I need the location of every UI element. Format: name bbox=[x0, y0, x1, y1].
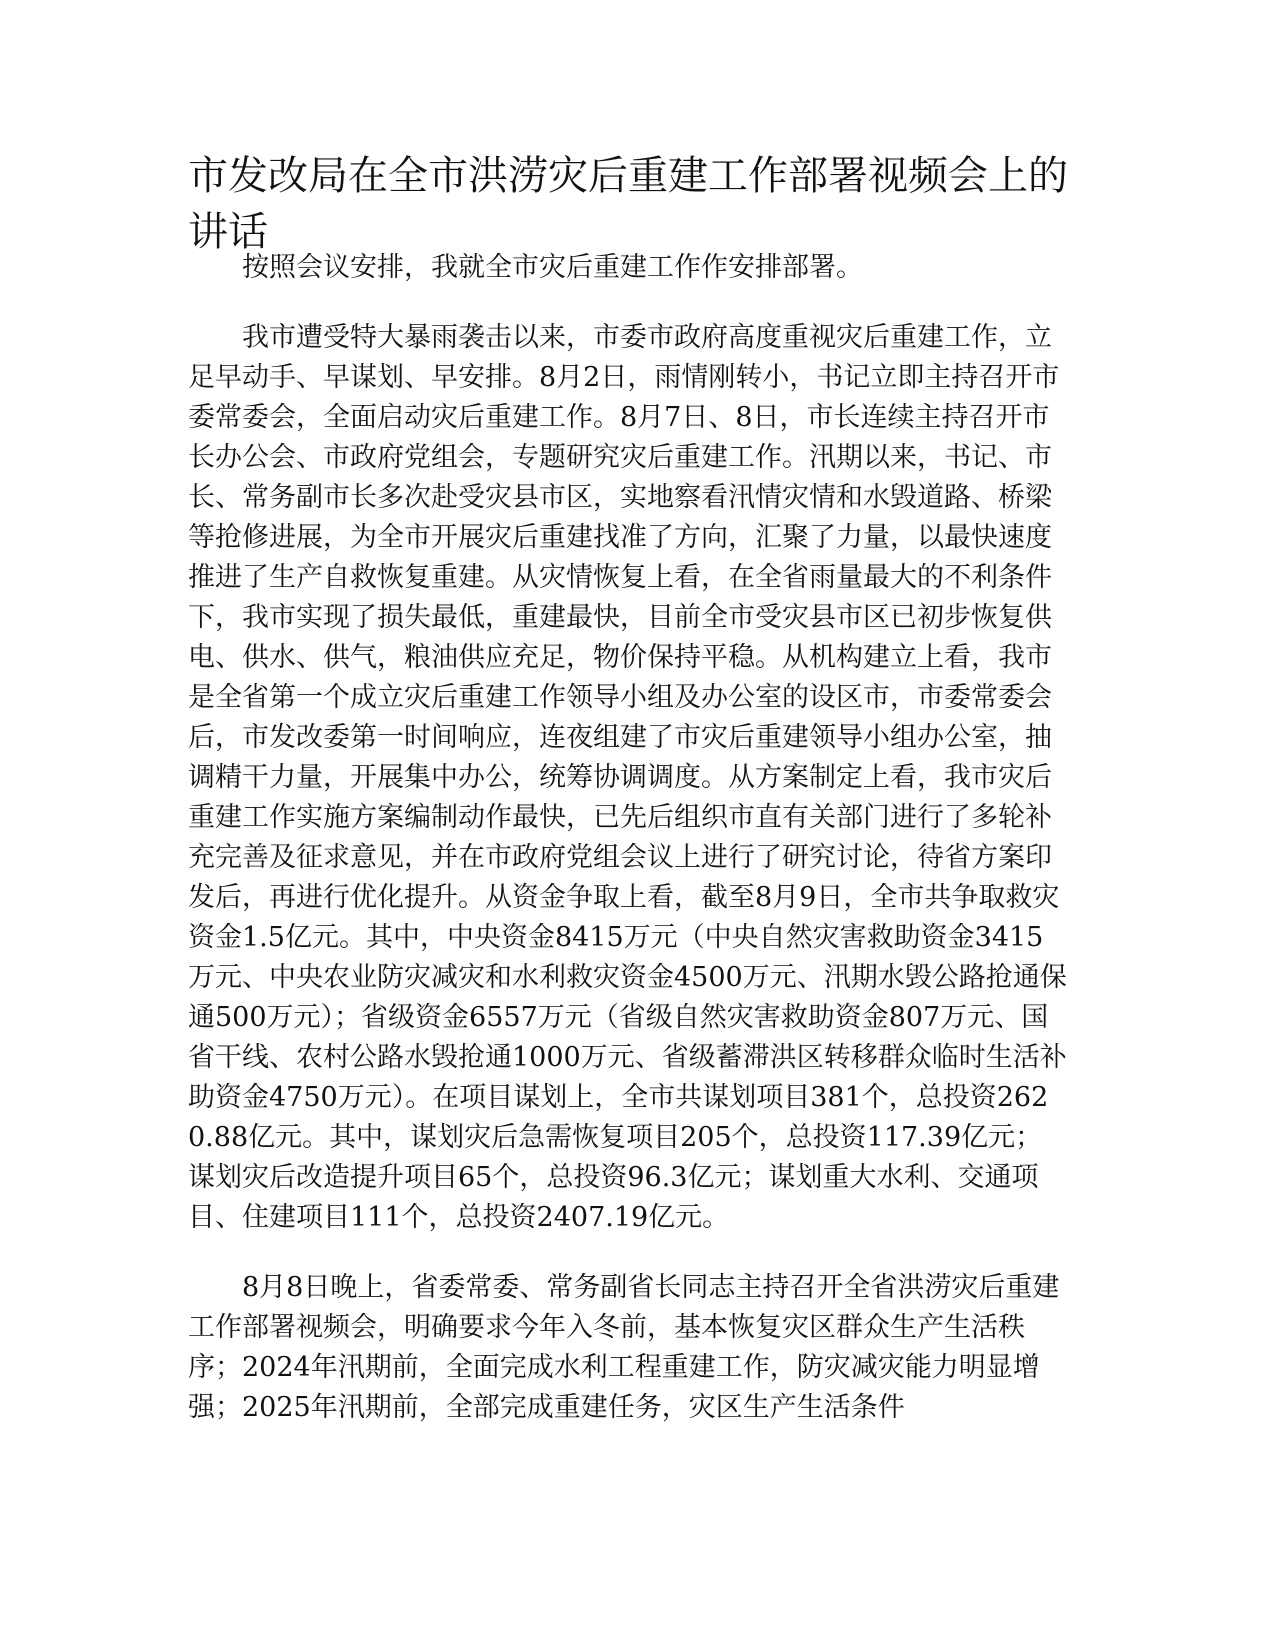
document-body bbox=[188, 248, 1068, 1458]
document-title: 市发改局在全市洪涝灾后重建工作部署视频会上的讲话 bbox=[188, 153, 1068, 255]
paragraph-intro: 按照会议安排，我就全市灾后重建工作作安排部署。 bbox=[242, 252, 863, 283]
paragraph-provincial-meeting: 8月8日晚上，省委常委、常务副省长同志主持召开全省洪涝灾后重建工作部署视频会，明确要求今年入冬前，基本恢复灾区群众生产生活秩序；2024年汛期前，全面完成水利工程重建工作，防灾减灾能力明显增强；2025年汛期前，全部完成重建任务，灾区生产生活条件 bbox=[188, 1272, 1060, 1423]
paragraph-progress: 我市遭受特大暴雨袭击以来，市委市政府高度重视灾后重建工作，立足早动手、早谋划、早安排。8月2日，雨情刚转小，书记立即主持召开市委常委会，全面启动灾后重建工作。8月7日、8日，市长连续主持召开市长办公会、市政府党组会，专题研究灾后重建工作。汛期以来，书记、市长、常务副市长多次赴受灾县市区，实地察看汛情灾情和水毁道路、桥梁等抢修进展，为全市开展灾后重建找准了方向，汇聚了力量，以最快速度推进了生产自救恢复重建。从灾情恢复上看，在全省雨量最大的不利条件下，我市实现了损失最低，重建最快，目前全市受灾县市区已初步恢复供电、供水、供气，粮油供应充足，物价保持平稳。从机构建立上看，我市是全省第一个成立灾后重建工作领导小组及办公室的设区市，市委常委会后，市发改委第一时间响应，连夜组建了市灾后重建领导小组办公室，抽调精干力量，开展集中办公，统筹协调调度。从方案制定上看，我市灾后重建工作实施方案编制动作最快，已先后组织市直有关部门进行了多轮补充完善及征求意见，并在市政府党组会议上进行了研究讨论，待省方案印发后，再进行优化提升。从资金争取上看，截至8月9日，全市共争取救灾资金1.5亿元。其中，中央资金8415万元（中央自然灾害救助资金3415万元、中央农业防灾减灾和水利救灾资金4500万元、汛期水毁公路抢通保通500万元）；省级资金6557万元（省级自然灾害救助资金807万元、国省干线、农村公路水毁抢通1000万元、省级蓄滞洪区转移群众临时生活补助资金4750万元）。在项目谋划上，全市共谋划项目381个，总投资2620.88亿元。其中，谋划灾后急需恢复项目205个，总投资117.39亿元；谋划灾后改造提升项目65个，总投资96.3亿元；谋划重大水利、交通项目、住建项目111个，总投资2407.19亿元。 bbox=[188, 322, 1067, 1233]
